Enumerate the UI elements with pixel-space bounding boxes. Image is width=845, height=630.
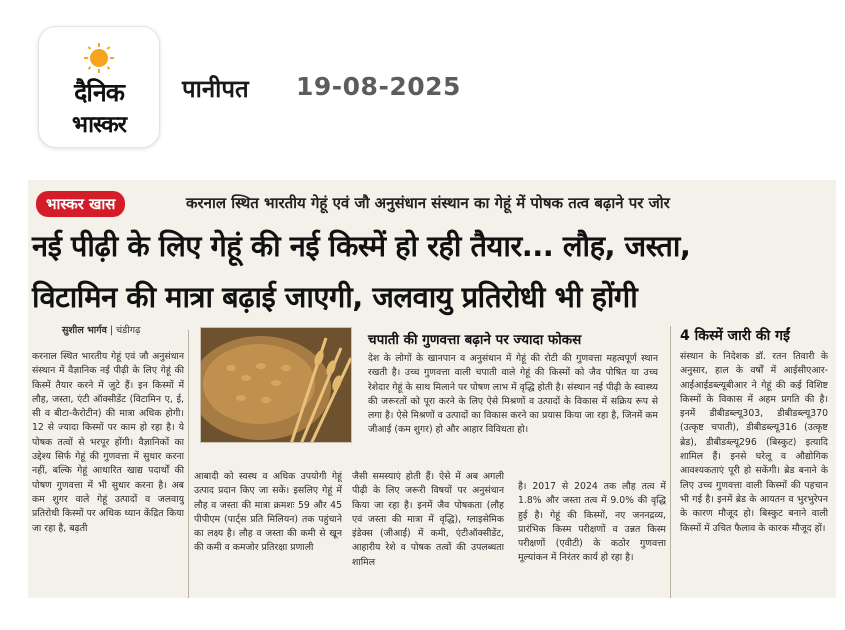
column-divider (188, 330, 189, 598)
byline-author: सुशील भार्गव (62, 325, 107, 336)
byline-separator: | (109, 325, 117, 336)
edition-date: 19-08-2025 (296, 72, 461, 101)
article-column-4: है। 2017 से 2024 तक लौह तत्व में 1.8% और जस्ता तत्व में 9.0% की वृद्धि हुई है। गेहूं की किस्मों, नए जननद्रव्य, प्रारंभिक किस्म परीक्षणों व उन्नत किस्म परीक्षणों (एवीटी) के कठोर गुणवत्ता मूल्यांकन में निरंतर कार्य हो रहा है। (518, 481, 666, 564)
logo-word-bhaskar: भास्कर (71, 112, 127, 138)
wheat-grain-photo (200, 327, 352, 443)
logo-word-dainik: दैनिक (74, 78, 124, 107)
dainik-bhaskar-logo (38, 26, 160, 148)
wheat-grain-illustration (201, 328, 352, 443)
article-column-5: संस्थान के निदेशक डॉ. रतन तिवारी के अनुसार, हाल के वर्षों में आईसीएआर-आईआईडब्ल्यूबीआर ने गेहूं की कई विशिष्ट किस्मों के विकास में अहम प्रगति की है। इनमें डीबीडब्ल्यू303, डीबीडब्ल्यू370 (उत्कृष्ट चपाती), डीबीडब्ल्यू316 (उत्कृष्ट ब्रेड), डीबीडब्ल्यू296 (बिस्कुट) इत्यादि शामिल हैं। इनसे घरेलू व औद्योगिक आवश्यकताएं पूरी हो सकेंगी। ब्रेड बनाने के लिए उच्च गुणवत्ता वाली किस्मों की पहचान भी गई है। इनमें ब्रेड के आयतन व भुरभुरेपन के कारण मौजूद हो। बिस्कुट बनाने वाली किस्मों में उचित फैलाव के कारक मौजूद हों। (680, 351, 828, 534)
kicker-strapline: करनाल स्थित भारतीय गेहूं एवं जौ अनुसंधान संस्थान का गेहूं में पोषक तत्व बढ़ाने पर जोर (186, 194, 670, 212)
byline (62, 323, 140, 336)
subhead-chapati: चपाती की गुणवत्ता बढ़ाने पर ज्यादा फोकस (368, 332, 582, 348)
article-column-2: आबादी को स्वस्थ व अधिक उपयोगी गेहूं उत्पाद प्रदान किए जा सकें। इसलिए गेहूं में लौह व जस्ता की मात्रा क्रमशः 59 और 45 पीपीएम (पार्ट्स प्रति मिलियन) तक पहुंचाने का लक्ष्य है। लौह व जस्ता की कमी से खून की कमी व कमजोर प्रतिरक्षा प्रणाली (194, 471, 342, 554)
column-divider (670, 326, 671, 598)
kicker-badge: भास्कर खास (36, 191, 125, 217)
side-heading-varieties: 4 किस्में जारी की गईं (680, 328, 790, 344)
byline-place: चंडीगढ़ (116, 325, 141, 336)
headline-line-2: विटामिन की मात्रा बढ़ाई जाएगी, जलवायु प्रतिरोधी भी होंगी (32, 280, 638, 314)
sun-icon (84, 43, 114, 73)
article-column-3: जैसी समस्याएं होती हैं। ऐसे में अब अगली पीढ़ी के लिए जरूरी विषयों पर अनुसंधान किया जा रहा है। इनमें जैव पोषकता (लौह एवं जस्ता की मात्रा में वृद्धि), ग्लाइसेमिक इंडेक्स (जीआई) में कमी, एंटीऑक्सीडेंट, आहारीय रेशे व पोषक तत्वों की उपलब्धता शामिल (352, 471, 504, 568)
headline-line-1: नई पीढ़ी के लिए गेहूं की नई किस्में हो रही तैयार... लौह, जस्ता, (32, 229, 691, 263)
chapati-box-text: देश के लोगों के खानपान व अनुसंधान में गेहूं की रोटी की गुणवत्ता महत्वपूर्ण स्थान रखती है। उच्च गुणवत्ता वाली चपाती वाले गेहूं की किस्मों को जैव पोषित या उच्च रेशेदार गेहूं के साथ मिलाने पर पोषण लाभ में वृद्धि होती है। संस्थान नई पीढ़ी के स्वास्थ्य की जरूरतों को पूरा करने के लिए ऐसे मिश्रणों व उत्पादों के विकास में सक्रिय रूप से लगा है। ऐसे मिश्रणों व उत्पादों का विकास करने का प्रयास किया जा रहा है, जिनमें कम जीआई (कम शुगर) हो और आहार विविधता हो। (368, 353, 658, 436)
newspaper-clipping (28, 180, 836, 598)
edition-city: पानीपत (182, 75, 249, 103)
article-column-1: करनाल स्थित भारतीय गेहूं एवं जौ अनुसंधान संस्थान में वैज्ञानिक नई पीढ़ी के लिए गेहूं की किस्में तैयार करने में जुटे हैं। इन किस्मों में लौह, जस्ता, एंटी ऑक्सीडेंट (विटामिन ए, ई, सी व बीटा-कैरोटीन) की मात्रा अधिक होगी। 12 से ज्यादा किस्मों पर काम हो रहा है। ये पोषक तत्वों से भरपूर होंगी। वैज्ञानिकों का उद्देश्य सिर्फ गेहूं की गुणवत्ता में सुधार करना नहीं, बल्कि गेहूं आधारित खाद्य पदार्थों की पोषण गुणवत्ता में भी सुधार करना है। अब कम शुगर वाले गेहूं उत्पादों व जलवायु प्रतिरोधी किस्मों पर अधिक ध्यान केंद्रित किया जा रहा है, बढ़ती (32, 351, 184, 534)
